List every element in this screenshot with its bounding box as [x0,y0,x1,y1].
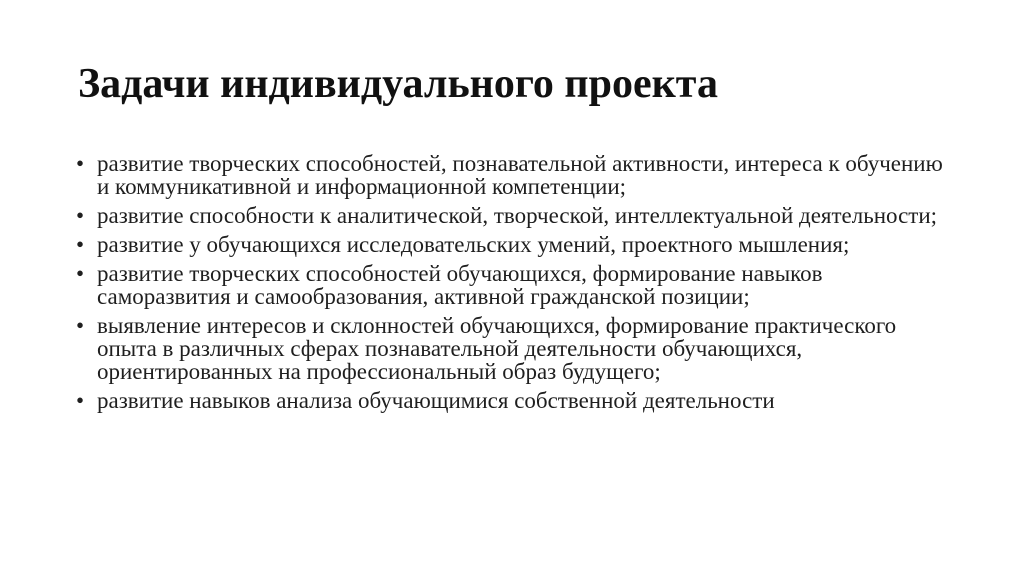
bullet-text: развитие способности к аналитической, творческой, интеллектуальной деятельности; [97,203,938,228]
bullet-text: развитие творческих способностей, познавательной активности, интереса к обучению и коммуникативной и информационной компетенции; [97,151,943,199]
bullet-icon: • [76,203,85,228]
bullet-icon: • [76,261,85,286]
bullet-text: развитие творческих способностей обучающихся, формирование навыков саморазвития и самообразования, активной гражданской позиции; [97,261,823,309]
list-item [76,204,956,227]
bullet-text: выявление интересов и склонностей обучающихся, формирование практического опыта в различных сферах познавательной деятельности обучающихся, ориентированных на профессиональный образ будущего; [97,313,897,384]
bullet-icon: • [76,388,85,413]
bullet-icon: • [76,151,85,176]
slide-title: Задачи индивидуального проекта [78,61,718,107]
list-item [76,233,956,256]
list-item [76,389,956,412]
bullet-text: развитие у обучающихся исследовательских умений, проектного мышления; [97,232,850,257]
bullet-icon: • [76,313,85,338]
list-item [76,262,956,308]
bullet-text: развитие навыков анализа обучающимися собственной деятельности [97,388,775,413]
bullet-list [76,152,956,418]
list-item [76,152,956,198]
bullet-icon: • [76,232,85,257]
list-item [76,314,956,383]
